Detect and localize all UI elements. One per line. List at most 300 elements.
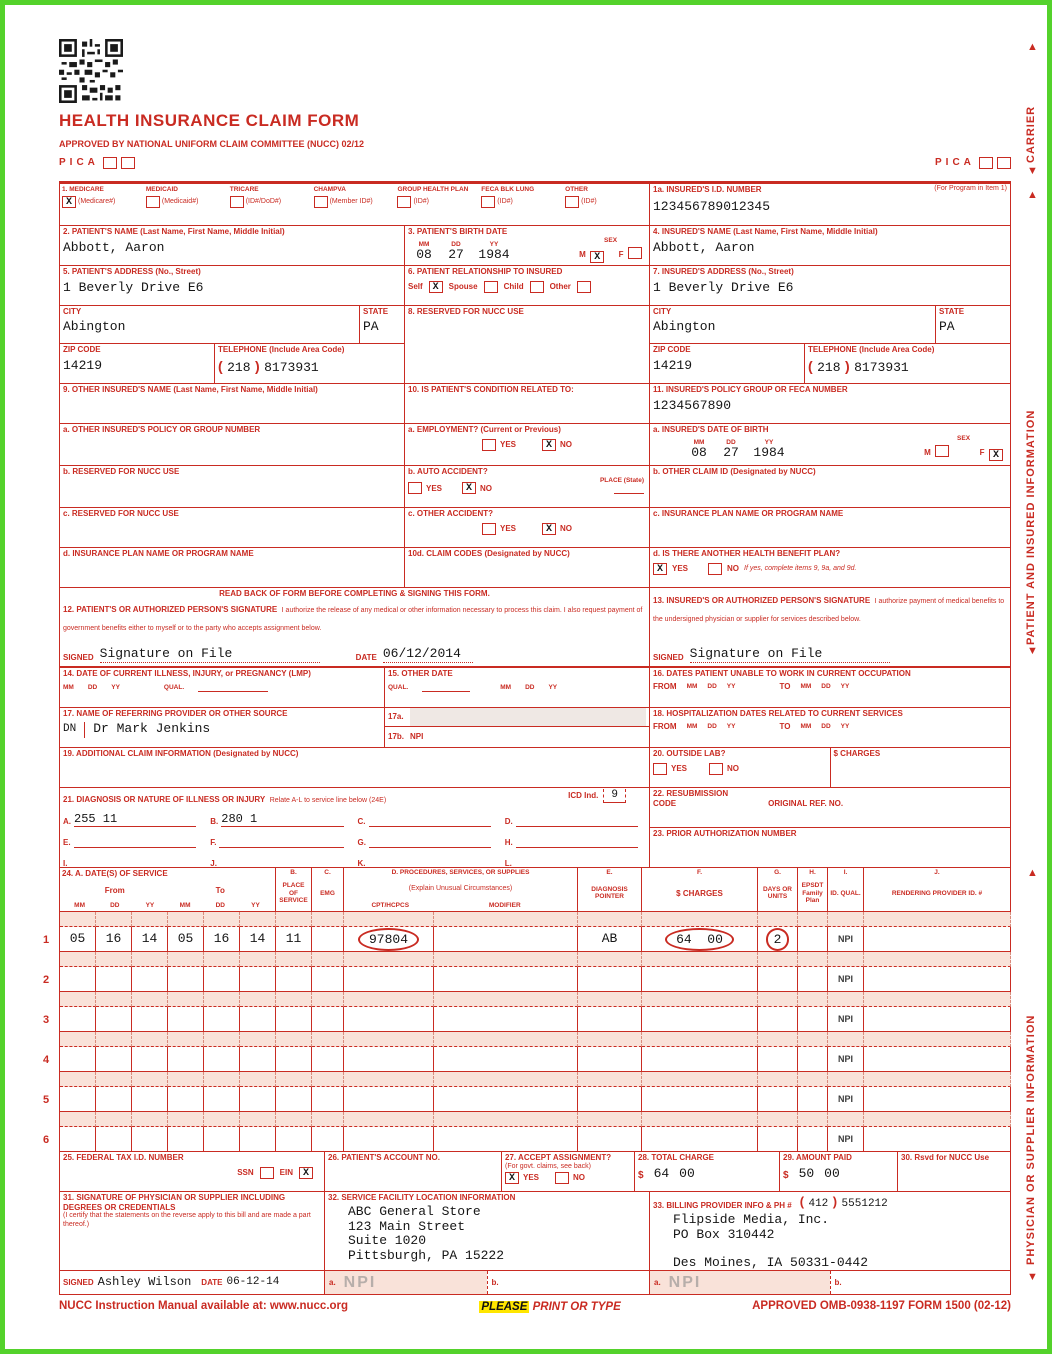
place-of-service-value[interactable]: 11 [285,930,302,946]
facility-city-value[interactable]: Pittsburgh, PA 15222 [348,1248,505,1264]
birth-dd-value[interactable]: 27 [448,247,464,263]
yy-header: YY [548,683,558,691]
mm-header: MM [800,723,812,731]
epsdt-field[interactable] [798,1007,828,1032]
charges-header: $ CHARGES [676,888,723,898]
insurance-type-label: OTHER [565,186,588,193]
box25-label: 25. FEDERAL TAX I.D. NUMBER [63,1153,184,1162]
child-checkbox[interactable] [530,281,544,293]
patient-address-value[interactable]: 1 Beverly Drive E6 [63,279,204,295]
h24-label: 24. A. [62,869,84,878]
other-label: Other [549,281,571,291]
box22-resubmission [650,788,1011,828]
insurance-type-checkbox[interactable] [230,196,244,208]
place-of-service-field[interactable] [276,1127,312,1152]
insured-phone-number[interactable]: 8173931 [854,359,909,375]
modifier-field[interactable] [434,1127,578,1152]
insurance-type-checkbox[interactable] [146,196,160,208]
from-yy-field[interactable] [132,1047,168,1072]
diagnosis-code-value[interactable]: 280 1 [221,812,343,827]
dd-header: DD [707,723,717,731]
from-dd-field[interactable] [96,1087,132,1112]
ein-checkbox[interactable]: X [299,1167,313,1179]
service-line-row[interactable] [43,1072,1011,1112]
yy-header: YY [111,683,120,691]
patient-phone-area[interactable]: 218 [227,359,251,375]
cpt-code-field[interactable] [344,1007,434,1032]
from-mm-field[interactable] [60,1127,96,1152]
cpt-code-field[interactable] [344,1047,434,1072]
from-yy-value[interactable]: 14 [141,930,158,946]
diagnosis-code-value[interactable] [516,834,638,848]
spouse-label: Spouse [448,281,478,291]
diagnosis-pointer-field[interactable] [578,1047,642,1072]
emg-field[interactable] [312,967,344,992]
from-dd-field[interactable] [96,1007,132,1032]
box29-amount-paid [780,1152,898,1192]
npi-qual-label: NPI [837,1094,853,1104]
insurance-type-sub: (ID#/DoD#) [245,197,282,205]
referring-qualifier-value[interactable]: DN [63,723,77,736]
insured-birth-mm[interactable]: 08 [691,445,707,461]
epsdt-field[interactable] [798,1047,828,1072]
outside-lab-yes-checkbox[interactable] [653,763,667,775]
diagnosis-cell [63,812,196,827]
to-mm-field[interactable] [168,1087,204,1112]
pica-checkbox[interactable] [121,157,135,169]
row-number: 4 [43,1054,50,1066]
diagnosis-code-value[interactable] [369,813,491,827]
omb-approval-text: APPROVED OMB-0938-1197 FORM 1500 (02-12) [752,1300,1011,1312]
rendering-provider-field[interactable] [864,1127,1011,1152]
diagnosis-code-value[interactable] [516,813,638,827]
please-print-or-type [479,1297,620,1315]
cpt-circle-annotation [358,928,419,951]
rendering-provider-field[interactable] [864,1047,1011,1072]
physician-supplier-label: PHYSICIAN OR SUPPLIER INFORMATION [1025,1014,1037,1265]
assignment-no-checkbox[interactable] [555,1172,569,1184]
to-mm-value[interactable]: 05 [177,930,194,946]
box9d [60,548,405,588]
to-dd-field[interactable] [204,967,240,992]
row-number: 5 [43,1094,50,1106]
diagnosis-letter: F. [210,838,217,848]
to-mm-field[interactable] [168,967,204,992]
sex-header: SEX [957,434,971,442]
npi-qual-label: NPI [837,934,853,944]
billing-phone-area[interactable]: 412 [808,1198,829,1210]
patient-phone-number[interactable]: 8173931 [264,359,319,375]
diagnosis-pointer-field[interactable] [578,1087,642,1112]
diagnosis-code-value[interactable] [220,855,344,868]
date-label: DATE [201,1277,223,1287]
charges-value[interactable]: 64 [676,931,692,947]
modifier-field[interactable] [434,967,578,992]
insured-address-value[interactable]: 1 Beverly Drive E6 [653,279,794,295]
referring-provider-value[interactable]: Dr Mark Jenkins [93,721,211,737]
diagnosis-letter: H. [504,838,513,848]
facility-npi-watermark[interactable]: NPI [343,1273,377,1291]
box13-text: I authorize payment of medical benefits to the undersigned physician or supplier for services described below. [653,598,1005,623]
emg-field[interactable] [312,1047,344,1072]
diagnosis-code-value[interactable]: 255 11 [74,812,196,827]
units-field[interactable] [758,967,798,992]
dd-header: DD [87,683,98,691]
physician-signature-value[interactable]: Ashley Wilson [97,1274,192,1289]
to-dd-field[interactable] [204,1007,240,1032]
place-of-service-field[interactable] [276,967,312,992]
diagnosis-code-value[interactable] [74,834,197,848]
emg-field[interactable] [312,1087,344,1112]
place-state-label: PLACE (State) [599,476,644,484]
box3-label: 3. PATIENT'S BIRTH DATE [408,227,508,236]
pica-right [935,157,1011,169]
male-checkbox[interactable]: X [590,251,604,263]
insurance-type-sub: (Member ID#) [329,197,373,205]
to-mm-field[interactable] [168,1127,204,1152]
qual-header: QUAL. [388,683,409,691]
pica-right-label: PICA [935,157,975,168]
units-value[interactable]: 2 [773,931,782,947]
place-of-service-field[interactable] [276,1047,312,1072]
patient-name-value[interactable]: Abbott, Aaron [63,239,165,255]
charges-field[interactable] [642,1007,758,1032]
icd-indicator-value[interactable]: 9 [603,789,626,803]
rendering-provider-field[interactable] [864,1087,1011,1112]
from-mm-field[interactable] [60,1007,96,1032]
to-yy-field[interactable] [240,967,276,992]
insurance-type-label: MEDICAID [145,186,178,193]
box10d-label: 10d. CLAIM CODES (Designated by NUCC) [408,549,570,558]
emg-field[interactable] [312,1007,344,1032]
cpt-code-field[interactable] [344,967,434,992]
box11b-other-claim [650,466,1011,508]
box33-label: 33. BILLING PROVIDER INFO & PH # [653,1201,792,1211]
charges-label: $ CHARGES [833,749,881,758]
cpt-code-value[interactable]: 97804 [368,931,408,947]
box9a [60,424,405,466]
diagnosis-code-value[interactable] [369,834,491,848]
diagnosis-grid [63,812,638,868]
insurance-type-checkbox[interactable]: X [62,196,76,208]
modifier-field[interactable] [434,1087,578,1112]
from-dd-field[interactable] [96,967,132,992]
insured-female-checkbox[interactable]: X [989,449,1003,461]
facility-street-value[interactable]: 123 Main Street [348,1218,466,1234]
service-line-row[interactable] [43,1112,1011,1152]
emg-field[interactable] [312,1127,344,1152]
no-label: NO [727,763,740,773]
to-yy-field[interactable] [240,1127,276,1152]
total-charge-cents[interactable]: 00 [679,1165,695,1181]
from-mm-value[interactable]: 05 [69,930,86,946]
box27-label: 27. ACCEPT ASSIGNMENT? [505,1153,612,1162]
yy-header: YY [726,683,736,691]
birth-yy-value[interactable]: 1984 [478,247,510,263]
from-yy-field[interactable] [132,1127,168,1152]
readback-header: READ BACK OF FORM BEFORE COMPLETING & SIGNING THIS FORM. [219,589,490,598]
box32b-field[interactable] [507,1271,645,1294]
from-yy-field[interactable] [132,967,168,992]
physician-signature-date[interactable]: 06-12-14 [226,1276,280,1289]
from-dd-field[interactable] [96,1047,132,1072]
from-yy-field[interactable] [132,1007,168,1032]
g-header: G. [774,869,781,876]
mm-header: MM [800,683,812,691]
cpt-code-field[interactable] [344,1087,434,1112]
box17b-field[interactable] [429,727,646,747]
ssn-label: SSN [237,1167,254,1177]
box17a-field[interactable] [410,708,646,726]
employment-yes-checkbox[interactable] [482,439,496,451]
physician-section-arrow-down-icon: ▼ [1027,1271,1038,1283]
place-of-service-field[interactable] [276,1007,312,1032]
to-yy-field[interactable] [240,1087,276,1112]
box14-qual-field[interactable] [198,682,268,692]
modifier-field[interactable] [434,1007,578,1032]
service-line-row[interactable] [43,912,1011,952]
female-label: F [618,250,624,260]
box17ab [385,708,650,748]
diagnosis-pointer-field[interactable] [578,1007,642,1032]
billing-city-value[interactable]: Des Moines, IA 50331-0442 [673,1254,869,1270]
box26-label: 26. PATIENT'S ACCOUNT NO. [328,1153,440,1162]
to-yy-value[interactable]: 14 [249,930,266,946]
diagnosis-pointer-field[interactable] [578,967,642,992]
box16-label: 16. DATES PATIENT UNABLE TO WORK IN CURRENT OCCUPATION [653,669,911,678]
box11b-label: b. OTHER CLAIM ID (Designated by NUCC) [653,467,816,476]
billing-name-value[interactable]: Flipside Media, Inc. [673,1212,830,1227]
from-mm-field[interactable] [60,1087,96,1112]
total-charge-value[interactable]: 64 [653,1165,670,1181]
billing-npi-watermark[interactable]: NPI [668,1273,702,1291]
box10a-employment [405,424,650,466]
box17a-row [385,708,649,727]
diagnosis-pointer-value[interactable]: AB [601,930,618,946]
dd-header: DD [451,240,461,248]
billing-phone-number[interactable]: 5551212 [841,1198,888,1210]
box32a-label: a. [329,1277,336,1287]
pica-checkbox[interactable] [979,157,993,169]
units-field[interactable] [758,1127,798,1152]
patient-signature-value[interactable]: Signature on File [100,647,320,663]
insured-phone-area[interactable]: 218 [817,359,841,375]
insurance-type-checkbox[interactable] [397,196,411,208]
box10c-label: c. OTHER ACCIDENT? [408,509,494,518]
employment-no-checkbox[interactable]: X [542,439,556,451]
box8-reserved-cont [405,344,650,384]
spouse-checkbox[interactable] [484,281,498,293]
state-label: STATE [939,307,965,316]
zip-label: ZIP CODE [63,345,101,354]
diagnosis-code-value[interactable] [219,834,343,848]
other-plan-no-checkbox[interactable] [708,563,722,575]
box8-label: 8. RESERVED FOR NUCC USE [408,307,524,316]
ssn-checkbox[interactable] [260,1167,274,1179]
to-yy-field[interactable] [240,1007,276,1032]
billing-po-box-value[interactable]: PO Box 310442 [673,1226,775,1242]
insurance-type-option [481,185,563,208]
charges-field[interactable] [642,1127,758,1152]
diagnosis-letter: K. [357,859,366,868]
service-line-row[interactable] [43,992,1011,1032]
other-plan-yes-checkbox[interactable]: X [653,563,667,575]
please-highlight: PLEASE [481,1301,528,1313]
yy-header: YY [840,683,850,691]
carrier-arrow-up-icon: ▲ [1027,41,1038,53]
diagnosis-code-value[interactable] [369,855,491,868]
place-state-field[interactable] [614,484,644,494]
box14-current-illness [60,668,385,708]
diagnosis-letter: E. [63,838,71,848]
to-mm-field[interactable] [168,1047,204,1072]
box13-insured-signature [650,588,1011,668]
box4-label: 4. INSURED'S NAME (Last Name, First Name, Middle Initial) [653,227,878,236]
other-accident-yes-checkbox[interactable] [482,523,496,535]
dd-header: DD [110,902,120,910]
diagnosis-pointer-field[interactable] [578,1127,642,1152]
patient-city-value[interactable]: Abington [63,318,126,334]
insured-phone: TELEPHONE (Include Area Code) ( 218 ) 8173931 [805,344,1011,384]
insurance-type-checkbox[interactable] [481,196,495,208]
insured-birth-yy[interactable]: 1984 [753,445,785,461]
policy-group-value[interactable]: 1234567890 [653,397,732,413]
box11d-other-plan [650,548,1011,588]
insurance-type-sub: (Medicaid#) [161,197,199,205]
diagnosis-letter: C. [357,817,366,827]
charges-field[interactable] [642,967,758,992]
box14-label: 14. DATE OF CURRENT ILLNESS, INJURY, or PREGNANCY (LMP) [63,669,311,678]
npi-qual-label: NPI [837,1014,853,1024]
insurance-type-sub: (ID#) [413,197,429,205]
to-yy-field[interactable] [240,1047,276,1072]
box23-label: 23. PRIOR AUTHORIZATION NUMBER [653,829,797,838]
auto-no-checkbox[interactable]: X [462,482,476,494]
insured-zip-value[interactable]: 14219 [653,357,693,373]
amount-paid-cents[interactable]: 00 [824,1165,840,1181]
epsdt-field[interactable] [798,1087,828,1112]
charges-cents-value[interactable]: 00 [707,931,723,947]
to-header: To [215,885,225,895]
mm-header: MM [74,902,85,910]
charges-field[interactable] [642,1047,758,1072]
from-dd-field[interactable] [96,1127,132,1152]
box1a-note: (For Program in Item 1) [934,185,1007,192]
insured-city-value[interactable]: Abington [653,318,716,334]
insured-id-value[interactable]: 123456789012345 [653,198,771,214]
patient-zip-value[interactable]: 14219 [63,357,103,373]
box33b-field[interactable] [850,1271,1006,1294]
diagnosis-code-value[interactable] [515,855,638,868]
assignment-yes-checkbox[interactable]: X [505,1172,519,1184]
emg-header: EMG [320,889,335,897]
box13-label: 13. INSURED'S OR AUTHORIZED PERSON'S SIGNATURE [653,596,871,605]
diagnosis-code-value[interactable] [70,855,196,868]
insured-birth-dd[interactable]: 27 [723,445,739,461]
other-checkbox[interactable] [577,281,591,293]
modifier-field[interactable] [434,1047,578,1072]
epsdt-field[interactable] [798,967,828,992]
from-label: FROM [653,721,677,731]
service-line-row[interactable] [43,1032,1011,1072]
to-dd-field[interactable] [204,1047,240,1072]
diagnosis-pointer-header: DIAGNOSIS POINTER [591,885,628,901]
pica-checkbox[interactable] [103,157,117,169]
box32-label: 32. SERVICE FACILITY LOCATION INFORMATION [328,1193,516,1202]
insured-name-value[interactable]: Abbott, Aaron [653,239,755,255]
cpt-code-field[interactable] [344,1127,434,1152]
service-line-row[interactable] [43,952,1011,992]
to-dd-field[interactable] [204,1127,240,1152]
female-checkbox[interactable] [628,247,642,259]
auto-yes-checkbox[interactable] [408,482,422,494]
amount-paid-value[interactable]: 50 [798,1165,815,1181]
units-field[interactable] [758,1047,798,1072]
print-or-type-text: PRINT OR TYPE [529,1301,621,1313]
box15-qual-field[interactable] [422,682,470,692]
signed-label: SIGNED [63,1277,94,1287]
to-mm-field[interactable] [168,1007,204,1032]
rendering-provider-field[interactable] [864,967,1011,992]
facility-name-value[interactable]: ABC General Store [348,1203,481,1219]
box32-service-facility [325,1192,650,1295]
box23-prior-auth [650,828,1011,868]
other-accident-no-checkbox[interactable]: X [542,523,556,535]
no-label: NO [727,563,740,573]
box10c-other-accident [405,508,650,548]
outside-lab-no-checkbox[interactable] [709,763,723,775]
diagnosis-letter: I. [63,859,68,868]
units-field[interactable] [758,1087,798,1112]
to-dd-field[interactable] [204,1087,240,1112]
units-field[interactable] [758,1007,798,1032]
insurance-type-checkbox[interactable] [314,196,328,208]
rendering-provider-field[interactable] [864,1007,1011,1032]
yy-header: YY [726,723,736,731]
self-label: Self [408,281,423,291]
dd-header: DD [821,723,831,731]
from-dd-value[interactable]: 16 [105,930,122,946]
from-mm-field[interactable] [60,967,96,992]
insured-state-value[interactable]: PA [939,318,955,334]
pica-checkbox[interactable] [997,157,1011,169]
insurance-type-checkbox[interactable] [565,196,579,208]
patient-phone: TELEPHONE (Include Area Code) ( 218 ) 8173931 [215,344,405,384]
patient-state-value[interactable]: PA [363,318,379,334]
dd-header: DD [707,683,717,691]
facility-suite-value[interactable]: Suite 1020 [348,1233,427,1249]
box15-label: 15. OTHER DATE [388,669,453,678]
insured-zip [650,344,805,384]
pica-left-label: PICA [59,157,99,168]
place-of-service-field[interactable] [276,1087,312,1112]
box9-label: 9. OTHER INSURED'S NAME (Last Name, First Name, Middle Initial) [63,385,318,394]
id-qual-header: ID. QUAL. [830,889,861,897]
self-checkbox[interactable]: X [429,281,443,293]
birth-mm-value[interactable]: 08 [416,247,432,263]
to-dd-value[interactable]: 16 [213,930,230,946]
from-mm-field[interactable] [60,1047,96,1072]
from-yy-field[interactable] [132,1087,168,1112]
dd-header: DD [821,683,831,691]
patient-signature-date[interactable]: 06/12/2014 [383,647,473,663]
diagnosis-cell [505,834,638,848]
insured-male-checkbox[interactable] [935,445,949,457]
epsdt-field[interactable] [798,1127,828,1152]
insured-signature-value[interactable]: Signature on File [690,647,890,663]
diagnosis-cell [358,855,491,868]
charges-field[interactable] [642,1087,758,1112]
